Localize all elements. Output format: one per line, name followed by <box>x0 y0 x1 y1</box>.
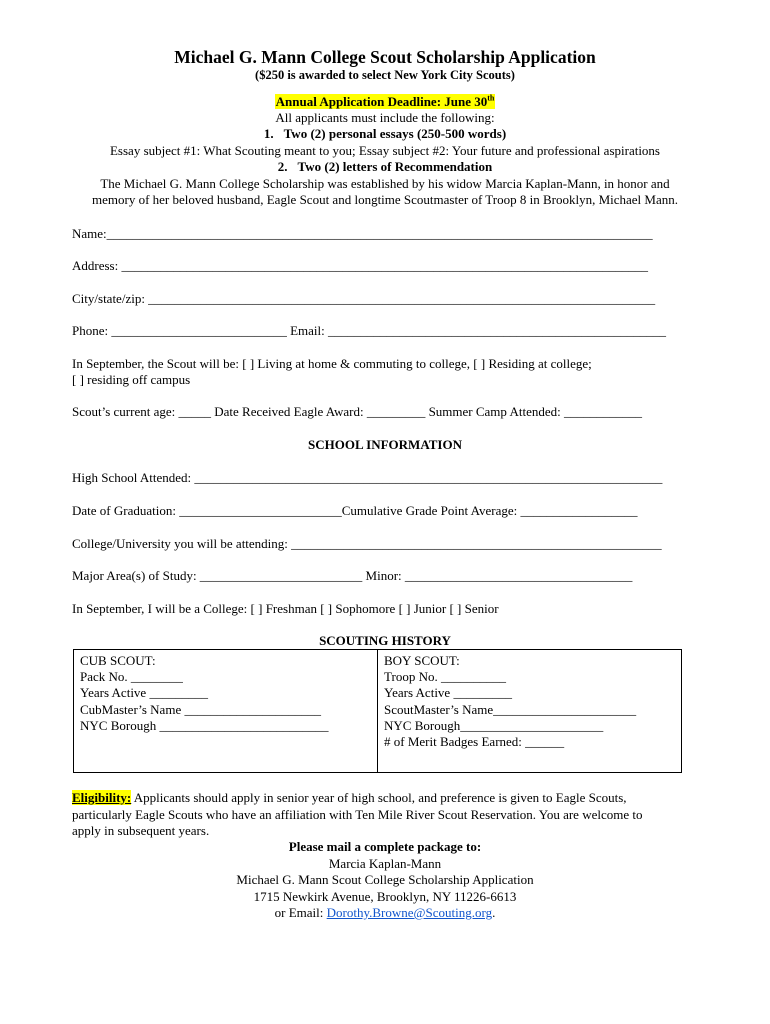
deadline-line <box>0 94 770 110</box>
age-award-camp-field[interactable]: Scout’s current age: _____ Date Received Eagle Award: _________ Summer Camp Attended: ____________ <box>72 404 642 419</box>
page-title: Michael G. Mann College Scout Scholarship Application <box>174 47 596 67</box>
cub-years-active-field[interactable]: Years Active _________ <box>80 685 208 701</box>
email-suffix: . <box>492 905 496 920</box>
eligibility-label: Eligibility: <box>72 790 132 805</box>
cub-borough-field[interactable]: NYC Borough __________________________ <box>80 717 329 733</box>
school-info-heading: SCHOOL INFORMATION <box>308 437 462 452</box>
item-number: 2. <box>277 159 288 174</box>
deadline-highlight <box>275 94 496 109</box>
essay-subjects-line: Essay subject #1: What Scouting meant to you; Essay subject #2: Your future and professional aspirations <box>109 143 660 158</box>
email-link[interactable]: Dorothy.Browne@Scouting.org <box>326 905 493 920</box>
boy-scout-column <box>384 653 636 750</box>
email-prefix: or Email: <box>274 905 327 920</box>
item-text: Two (2) personal essays (250-500 words) <box>283 126 507 141</box>
mail-recipient: Marcia Kaplan-Mann <box>328 856 442 871</box>
email-line <box>0 905 770 921</box>
boy-years-active-field[interactable]: Years Active _________ <box>384 685 512 701</box>
mail-heading: Please mail a complete package to: <box>288 839 482 854</box>
high-school-field[interactable]: High School Attended: ________________________________________________________________________ <box>72 470 663 485</box>
college-field[interactable]: College/University you will be attending: _________________________________________________________ <box>72 536 662 551</box>
history-line-2: memory of her beloved husband, Eagle Scout and longtime Scoutmaster of Troop 8 in Brooklyn, Michael Mann. <box>92 192 678 207</box>
mail-program: Michael G. Mann Scout College Scholarship Application <box>236 872 534 887</box>
scoutmaster-name-field[interactable]: ScoutMaster’s Name______________________ <box>384 701 637 717</box>
cub-scout-heading: CUB SCOUT: <box>80 653 156 668</box>
must-include-line: All applicants must include the following: <box>275 110 495 125</box>
award-subtitle: ($250 is awarded to select New York City Scouts) <box>255 68 515 82</box>
boy-scout-heading: BOY SCOUT: <box>384 653 460 668</box>
item-text: Two (2) letters of Recommendation <box>297 159 493 174</box>
item-number: 1. <box>263 126 274 141</box>
history-line-1: The Michael G. Mann College Scholarship was established by his widow Marcia Kaplan-Mann, in honor and <box>100 176 670 191</box>
address-field[interactable]: Address: _________________________________________________________________________________ <box>72 258 648 273</box>
eligibility-line-2: particularly Eagle Scouts who have an affiliation with Ten Mile River Scout Reservation. You are welcome to <box>72 807 643 822</box>
mail-street: 1715 Newkirk Avenue, Brooklyn, NY 11226-6613 <box>253 889 517 904</box>
major-minor-field[interactable]: Major Area(s) of Study: _________________________ Minor: ___________________________________ <box>72 568 633 583</box>
pack-number-field[interactable]: Pack No. ________ <box>80 669 183 685</box>
cub-scout-column <box>80 653 328 734</box>
september-status-line-2[interactable]: [ ] residing off campus <box>72 372 191 387</box>
eligibility-text-1: Applicants should apply in senior year of high school, and preference is given to Eagle Scouts, <box>131 790 627 805</box>
college-year-field[interactable]: In September, I will be a College: [ ] Freshman [ ] Sophomore [ ] Junior [ ] Senior <box>72 601 499 616</box>
scouting-history-heading: SCOUTING HISTORY <box>319 633 451 648</box>
requirement-item-2 <box>0 159 770 175</box>
graduation-gpa-field[interactable]: Date of Graduation: _________________________Cumulative Grade Point Average: __________________ <box>72 503 638 518</box>
requirement-item-1 <box>0 126 770 142</box>
city-state-zip-field[interactable]: City/state/zip: ______________________________________________________________________________ <box>72 291 656 306</box>
deadline-sup: th <box>487 94 495 103</box>
scouting-history-table <box>73 649 682 773</box>
deadline-text: Annual Application Deadline: June 30 <box>275 94 488 110</box>
name-field[interactable]: Name:____________________________________________________________________________________ <box>72 226 653 241</box>
september-status-line-1[interactable]: In September, the Scout will be: [ ] Living at home & commuting to college, [ ] Residing at college; <box>72 356 592 371</box>
eligibility-line-3: apply in subsequent years. <box>72 823 210 838</box>
merit-badges-field[interactable]: # of Merit Badges Earned: ______ <box>384 734 565 750</box>
cubmaster-name-field[interactable]: CubMaster’s Name _____________________ <box>80 701 321 717</box>
troop-number-field[interactable]: Troop No. __________ <box>384 669 506 685</box>
phone-email-field[interactable]: Phone: ___________________________ Email: ____________________________________________________ <box>72 323 667 338</box>
table-divider <box>377 650 378 772</box>
eligibility-line-1 <box>72 790 627 806</box>
boy-borough-field[interactable]: NYC Borough______________________ <box>384 717 604 733</box>
